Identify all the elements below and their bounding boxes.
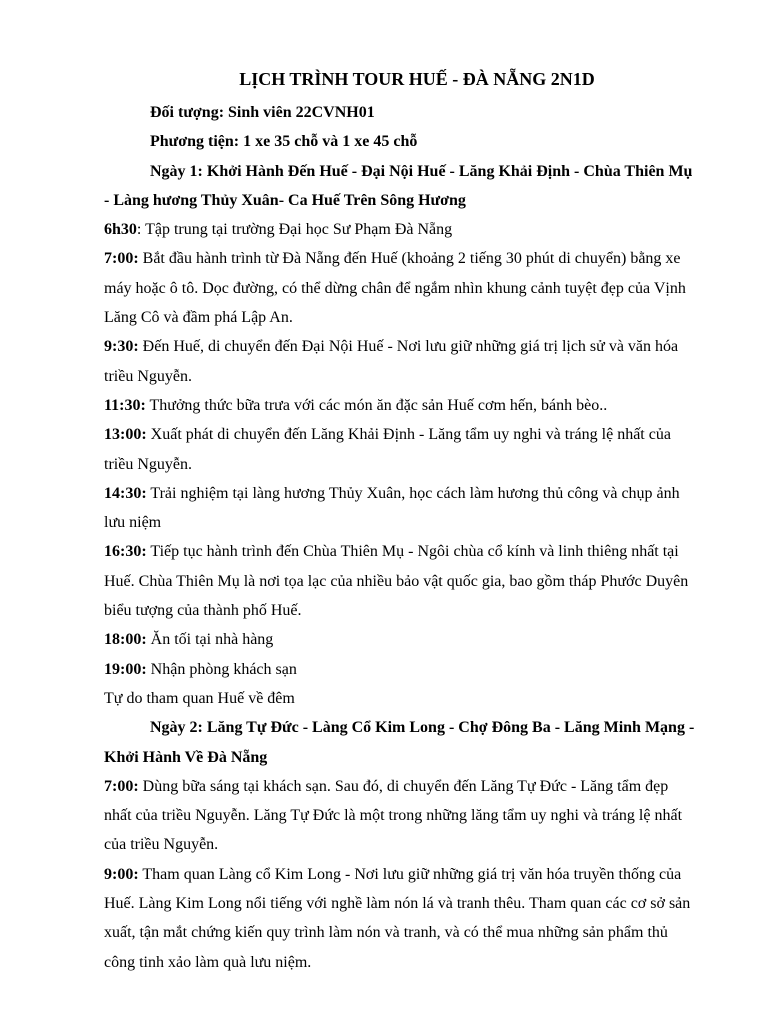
schedule-text: Xuất phát di chuyển đến Lăng Khải Định - Lăng tẩm uy nghi và tráng lệ nhất của triều Nguyễn. (104, 426, 671, 473)
document-title: LỊCH TRÌNH TOUR HUẾ - ĐÀ NẴNG 2N1D (239, 69, 595, 89)
schedule-text: Dùng bữa sáng tại khách sạn. Sau đó, di chuyển đến Lăng Tự Đức - Lăng tẩm đẹp nhất của triều Nguyễn. Lăng Tự Đức là một trong những lăng tẩm uy nghi và tráng lệ nhất của triều Nguyễn. (104, 777, 683, 854)
transport-line: Phương tiện: 1 xe 35 chỗ và 1 xe 45 chỗ (150, 133, 418, 151)
schedule-time: 13:00: (104, 426, 147, 444)
schedule-item (104, 625, 696, 654)
schedule-time: 19:00: (104, 660, 147, 678)
day1-heading: Ngày 1: Khởi Hành Đến Huế - Đại Nội Huế - Lăng Khải Định - Chùa Thiên Mụ - Làng hương Thủy Xuân- Ca Huế Trên Sông Hương (104, 162, 693, 209)
schedule-time: 16:30: (104, 543, 147, 561)
schedule-time: 9:00: (104, 865, 139, 883)
schedule-text: : Tập trung tại trường Đại học Sư Phạm Đà Nẵng (136, 221, 453, 239)
schedule-text: Tham quan Làng cổ Kim Long - Nơi lưu giữ những giá trị văn hóa truyền thống của Huế. Làng Kim Long nổi tiếng với nghề làm nón lá và tranh thêu. Tham quan các cơ sở sản xuất, tận mắt chứng kiến quy trình làm nón và tranh, và có thể mua những sản phẩm thủ công tinh xảo làm quà lưu niệm. (104, 865, 691, 971)
schedule-item (104, 860, 696, 977)
schedule-time: 11:30: (104, 396, 146, 414)
schedule-item (104, 537, 696, 625)
schedule-time: 7:00: (104, 777, 139, 795)
free-time-line: Tự do tham quan Huế về đêm (104, 689, 295, 707)
schedule-item (104, 772, 696, 860)
schedule-text: Trải nghiệm tại làng hương Thủy Xuân, học cách làm hương thủ công và chụp ảnh lưu niệm (104, 484, 680, 532)
schedule-item (104, 391, 696, 420)
day2-heading: Ngày 2: Lăng Tự Đức - Làng Cổ Kim Long - Chợ Đông Ba - Lăng Minh Mạng - Khởi Hành Về Đà Nẵng (104, 719, 695, 766)
schedule-item (104, 244, 696, 332)
schedule-item (104, 479, 696, 538)
schedule-text: Nhận phòng khách sạn (146, 660, 297, 678)
schedule-text: Đến Huế, di chuyển đến Đại Nội Huế - Nơi lưu giữ những giá trị lịch sử và văn hóa triều Nguyễn. (104, 338, 679, 385)
schedule-item (104, 420, 696, 479)
schedule-time: 18:00: (104, 631, 147, 649)
schedule-text: Bắt đầu hành trình từ Đà Nẵng đến Huế (khoảng 2 tiếng 30 phút di chuyển) bằng xe máy hoặc ô tô. Dọc đường, có thể dừng chân để ngắm nhìn khung cảnh tuyệt đẹp của Vịnh Lăng Cô và đầm phá Lập An. (104, 250, 686, 327)
schedule-item (104, 215, 696, 244)
schedule-time: 6h30 (104, 221, 137, 239)
schedule-text: Thưởng thức bữa trưa với các món ăn đặc sản Huế cơm hến, bánh bèo.. (145, 396, 608, 414)
schedule-text: Ăn tối tại nhà hàng (146, 631, 274, 649)
schedule-time: 14:30: (104, 484, 147, 502)
schedule-time: 9:30: (104, 338, 139, 356)
schedule-item (104, 332, 696, 391)
audience-line: Đối tượng: Sinh viên 22CVNH01 (150, 104, 375, 121)
schedule-item (104, 655, 696, 684)
schedule-time: 7:00: (104, 250, 139, 268)
schedule-text: Tiếp tục hành trình đến Chùa Thiên Mụ - Ngôi chùa cổ kính và linh thiêng nhất tại Huế. Chùa Thiên Mụ là nơi tọa lạc của nhiều bảo vật quốc gia, bao gồm tháp Phước Duyên biểu tượng của thành phố Huế. (104, 543, 689, 620)
